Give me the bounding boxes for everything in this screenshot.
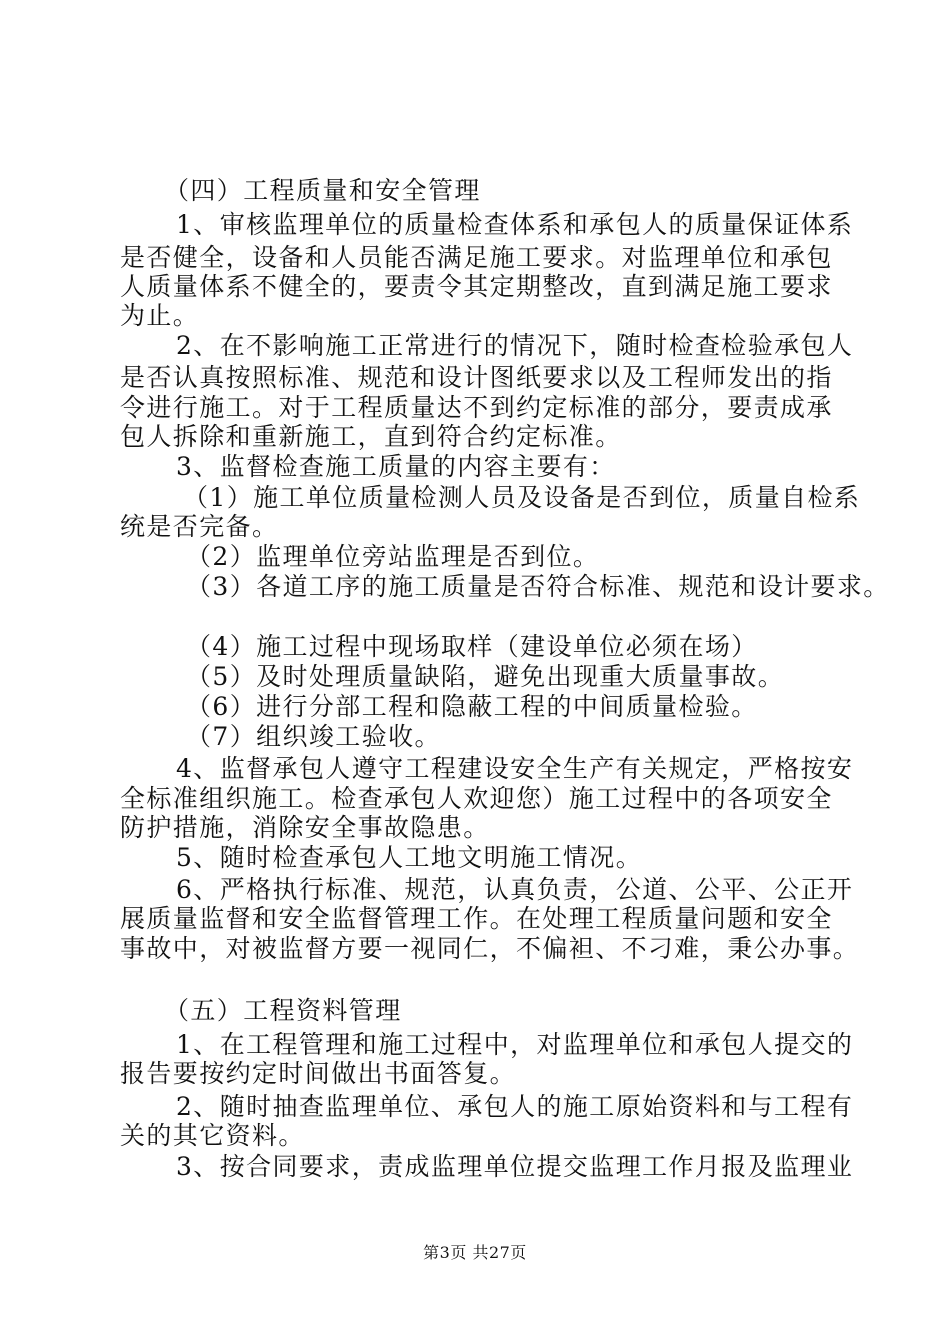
paragraph-line: 是否认真按照标准、规范和设计图纸要求以及工程师发出的指 <box>120 363 833 392</box>
paragraph-line: 2、在不影响施工正常进行的情况下，随时检查检验承包人 <box>176 331 854 360</box>
paragraph-line: 3、监督检查施工质量的内容主要有： <box>176 452 616 481</box>
list-item: （6）进行分部工程和隐蔽工程的中间质量检验。 <box>186 692 758 721</box>
paragraph-line: 事故中，对被监督方要一视同仁，不偏袒、不刁难，秉公办事。 <box>120 934 860 963</box>
paragraph-line: 是否健全，设备和人员能否满足施工要求。对监理单位和承包 <box>120 243 833 272</box>
paragraph-line: 展质量监督和安全监督管理工作。在处理工程质量问题和安全 <box>120 904 833 933</box>
list-item: （2）监理单位旁站监理是否到位。 <box>186 542 600 571</box>
paragraph-line: 包人拆除和重新施工，直到符合约定标准。 <box>120 422 622 451</box>
paragraph-line: 人质量体系不健全的，要责令其定期整改，直到满足施工要求 <box>120 272 833 301</box>
list-item: 统是否完备。 <box>120 512 279 541</box>
list-item: （3）各道工序的施工质量是否符合标准、规范和设计要求。 <box>186 572 890 601</box>
paragraph-line: 防护措施，消除安全事故隐患。 <box>120 813 490 842</box>
paragraph-line: 6、严格执行标准、规范，认真负责，公道、公平、公正开 <box>176 875 854 904</box>
paragraph-line: 4、监督承包人遵守工程建设安全生产有关规定，严格按安 <box>176 754 854 783</box>
paragraph-line: 令进行施工。对于工程质量达不到约定标准的部分，要责成承 <box>120 393 833 422</box>
paragraph-line: 3、按合同要求，责成监理单位提交监理工作月报及监理业 <box>176 1152 854 1181</box>
paragraph-line: 全标准组织施工。检查承包人欢迎您）施工过程中的各项安全 <box>120 784 833 813</box>
heading-section-5: （五）工程资料管理 <box>164 996 402 1025</box>
list-item: （5）及时处理质量缺陷，避免出现重大质量事故。 <box>186 662 785 691</box>
paragraph-line: 5、随时检查承包人工地文明施工情况。 <box>176 843 643 872</box>
list-item: （4）施工过程中现场取样（建设单位必须在场） <box>186 632 758 661</box>
heading-section-4: （四）工程质量和安全管理 <box>164 176 481 205</box>
list-item: （1）施工单位质量检测人员及设备是否到位，质量自检系 <box>183 483 861 512</box>
list-item: （7）组织竣工验收。 <box>186 722 441 751</box>
paragraph-line: 关的其它资料。 <box>120 1121 305 1150</box>
paragraph-line: 1、审核监理单位的质量检查体系和承包人的质量保证体系 <box>176 210 854 239</box>
paragraph-line: 1、在工程管理和施工过程中，对监理单位和承包人提交的 <box>176 1030 854 1059</box>
paragraph-line: 2、随时抽查监理单位、承包人的施工原始资料和与工程有 <box>176 1092 854 1121</box>
paragraph-line: 报告要按约定时间做出书面答复。 <box>120 1059 517 1088</box>
paragraph-line: 为止。 <box>120 301 200 330</box>
page-number-footer: 第3页 共27页 <box>423 1243 527 1262</box>
